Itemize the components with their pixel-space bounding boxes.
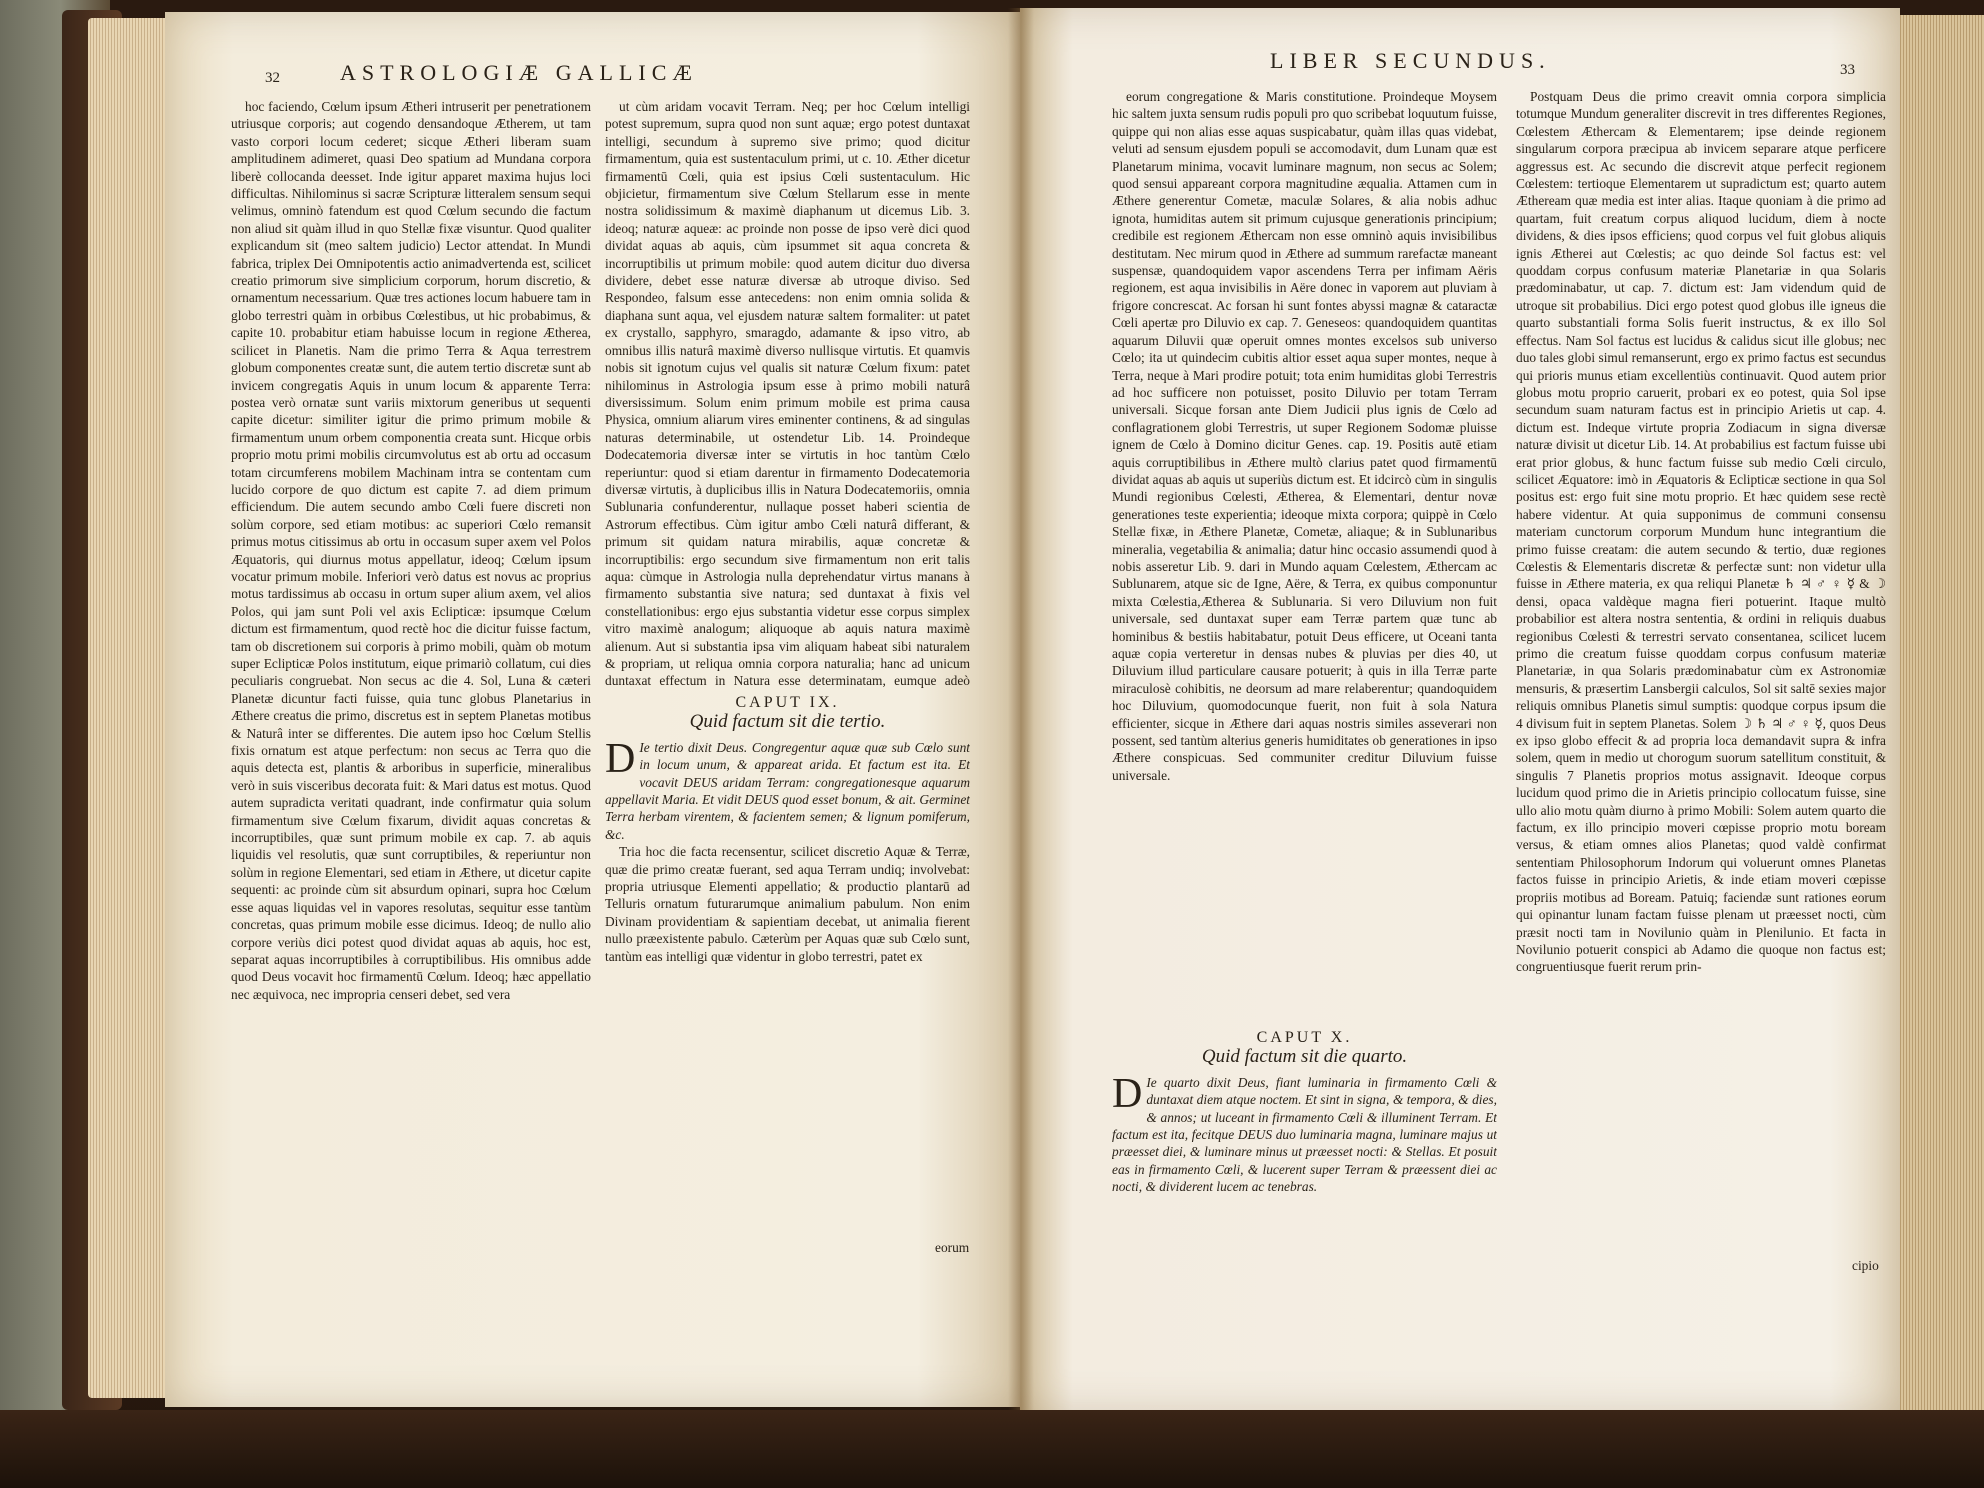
right-column-2 bbox=[1516, 88, 1886, 1258]
dropcap-x: D bbox=[1112, 1070, 1143, 1117]
chapter-subtitle-x: Quid factum sit die quarto. bbox=[1201, 1046, 1408, 1068]
left-col2-text-b: Tria hoc die facta recensentur, scilicet discretio Aquæ & Terræ, quæ die primo creatæ fuerant, sed aqua Terram undiq; involvebat: propria utriusque Elementi appellatio; & productio plantarū ad Telluris ornatum futurarumque animalium pabulum. Non enim Divinam providentiam & sapientiam decebat, ut animalia fierent nullo præexistente pabulo. Cæterùm per Aquas quæ sub Cœlo sunt, tantùm eas intelligi quæ videntur in globo terrestri, patet ex bbox=[605, 844, 970, 964]
right-col1-text: eorum congregatione & Maris constitutione. Proindeque Moysem hic saltem juxta sensum rudis populi pro quo scribebat loquutum fuisse, quippe qui non alias esse aquas suspicabatur, quàm illas quas videbat, veluti ad sensum ejusdem populi se accomodavit, dum Lunam quæ est Planetarum minima, vocavit luminare magnum, non secus ac Solem; quod sensui appareant corpora magnitudine æqualia. Attamen cum in Æthere generentur Cometæ, maculæ Solares, & alia nobis adhuc ignota, humiditas autem sit primum cujusque generationis principium; credibile est regionem Æthercam non esse omninò aquis invisibilibus destitutam. Nec mirum quod in Æthere ad summum rarefactæ maneant suspensæ, quandoquidem vapor ascendens Terra per infimam Aëris regionem, est aqua invisibilis in Aëre donec in vaporem aut pluviam à frigore concrescat. Ac forsan hi sunt fontes abyssi magnæ & cataractæ Cœli apertæ pro Diluvio ex cap. 7. Geneseos: quandoquidem quantitas aquarum Diluvii quæ operuit omnes montes excelsos sub universo Cœlo; ita ut quindecim cubitis altior esset aqua super montes, neque à Terra, neque à Mari prodire potuit; tota enim humiditas globi Terrestris ad hoc sufficere non potuisset, posito Diluvio per totam Terram universali. Sicque forsan ante Diem Judicii plus ignis de Cœlo ad conflagrationem globi Terrestris, ut super Regionem Sodomæ pluisse ignem de Cœlo à Domino dicitur Genes. cap. 19. Positis autē etiam aquis corruptibilibus in Æthere multò clarius patet quod firmamentū dividat aquas ab aquis ut superiùs dictum est. Et idcircò cùm in singulis Mundi regionibus Cœlesti, Ætherea, & Elementari, dentur novæ generationes teste experientia; ideoque mixta corpora; quippè in Cœlo Stellæ fixæ, in Æthere Planetæ, Cometæ, aliaque; & in Sublunaribus mineralia, vegetabilia & animalia; datur hinc occasio assumendi quod à nobis asseretur Lib. 9. dari in Mundo aquam Cœlestem, Æthercam ac Sublunarem, atque sic de Igne, Aëre, & Terra, ex quibus componuntur mixta Cœlestia,Ætherea & Sublunaria. Si vero Diluvium non fuit universale, sed duntaxat super eam Terræ partem quæ tunc ab hominibus & bestiis habitabatur, potuit Deus efficere, ut Oceani tanta aquæ copia verteretur in densas nubes & pluvias per dies 40, ut Diluvium illud particulare causare potuerit; à quis in illa Terræ parte miraculosè cohibitis, ne deorsum ad mare relaberentur; quandoquidem hoc Diluvium, quomodocunque fuerit, non fuit à sola Natura efficienter, sicque in Æthere dari aquas nostris similes asseverari non possent, sed tantùm alterius generis humiditates ob generationes in ipso Æthere conspicuas. Sed communiter creditur Diluvium fuisse universale. bbox=[1112, 89, 1497, 783]
catchword-right: cipio bbox=[1852, 1258, 1879, 1273]
chapter-heading-x: CAPUT X. bbox=[1256, 1029, 1353, 1046]
book-gutter bbox=[1008, 8, 1034, 1413]
chapter-heading-ix: CAPUT IX. bbox=[735, 694, 840, 711]
left-col2-text-a: ut cùm aridam vocavit Terram. Neq; per hoc Cœlum intelligi potest supremum, supra quod non sunt aquæ; ergo potest duntaxat intelligi, secundum à supremo sive primo; quod dicitur firmamentum, quia est sustentaculum primi, ut c. 10. Æther dicetur firmamentū Cœli, quia est ipsius Cœli sustentaculum. Hic objicietur, firmamentum sive Cœlum Stellarum esse in mente nostra solidissimum & maximè diaphanum ut dicemus Lib. 3. ideoq; naturæ aqueæ: ac proinde non posse de ipso verè dici quod dividat aquas ab aquis, cùm ipsummet sit aqua concreta & incorruptibilis ut primum mobile: quod autem dicitur duo diversa dividere, debet esse naturæ diversæ ab utroque diviso. Sed Respondeo, falsum esse antecedens: non enim omnia solida & diaphana sunt aqua, vel ejusdem naturæ saltem formaliter: ut patet ex crystallo, sapphyro, smaragdo, adamante & ipso vitro, ab omnibus illis naturâ maximè diverso nullisque virtutis. Et quamvis nobis sit ignotum cujus vel qualis sit naturæ Cœlum fixum: patet nihilominus in Astrologia ipsum esse à primo mobili naturâ diversissimum. Solum enim primum mobile est prima causa Physica, omnium aliarum vires eminenter continens, & ad singulas naturas determinabile, ut ostendetur Lib. 14. Proindeque Dodecatemoria diversæ inter se virtutis in hoc tantùm Cœlo reperiuntur: quod si etiam darentur in firmamento Dodecatemoria diversæ virtutis, à duplicibus illis in Natura Dodecatemoriis, omnia Sublunaria confunderentur, nullaque posset haberi scientia de Astrorum effectibus. Cùm igitur ambo Cœli naturâ differant, & primum sit quidam natura mirabilis, aquæ concretæ & incorruptibilis: ergo secundum sive firmamentum non erit talis aqua: cùmque in Astrologia nulla deprehendatur virtus manans à firmamento substantia sive natura; sed duntaxat à fixis vel constellationibus: ergo ejus substantia videtur esse corpus simplex vitro maximè analogum; aliquoque ab aquis natura maximè alienum. Aut si substantia ipsa vim aliquam habeat sibi naturalem & propriam, ut reliqua omnia corpora naturalia; hanc ad unicum duntaxat effectum in Natura esse determinatam, eumque adeò bbox=[605, 99, 970, 688]
right-page bbox=[1020, 8, 1900, 1413]
chapter-subtitle-ix: Quid factum sit die tertio. bbox=[689, 711, 886, 733]
running-head-left: ASTROLOGIÆ GALLICÆ bbox=[340, 60, 698, 85]
page-number-left: 32 bbox=[265, 70, 280, 86]
scripture-quote-ix: Ie tertio dixit Deus. Congregentur aquæ quæ sub Cœlo sunt in locum unum, & appareat arida. Et factum est ita. Et vocavit DEUS aridam Terram: congregationesque aquarum appellavit Maria. Et vidit DEUS quod esset bonum, & ait. Germinet Terra herbam virentem, & facientem semen; & lignum pomiferum, &c. bbox=[605, 739, 970, 842]
table-foreground bbox=[0, 1410, 1984, 1488]
scripture-quote-x: Ie quarto dixit Deus, fiant luminaria in firmamento Cœli & duntaxat diem atque noctem. Et sint in signa, & tempora, & dies, & annos; ut luceant in firmamento Cœli & illuminent Terram. Et factum est ita, fecitque DEUS duo luminaria magna, luminare majus ut præesset diei, & luminare minus ut præesset nocti: & Stellas. Et posuit eas in firmamento Cœli, & lucerent super Terram & præessent diei ac nocti, & dividerent lucem ac tenebras. bbox=[1112, 1074, 1497, 1195]
page-stack-right bbox=[1895, 15, 1984, 1415]
page-number-right: 33 bbox=[1840, 62, 1855, 78]
left-column-2 bbox=[605, 98, 970, 1268]
right-column-1 bbox=[1112, 88, 1497, 1248]
right-col2-text: Postquam Deus die primo creavit omnia corpora simplicia totumque Mundum generaliter discrevit in tres differentes Regiones, Cœlestem Æthercam & Elementarem; ipse deinde regionem singularum corpora præcipua ab invicem separare atque perficere aggressus est. Ac secundo die discrevit atque perfecit regionem Cœlestem: tertioque Elementarem ut supradictum est; quarto autem Ætheream quæ media est inter alias. Itaque quoniam à die primo ad quartam, fuit creatum corpus aliquod lucidum, diem à nocte dividens, & dies ipsos efficiens; quod corpus vel fuit globus aliquis ignis Ætherei aut Cœlestis; ac quo deinde Sol factus est: vel quoddam corpus confusum materiæ Planetariæ in qua Solaris prædominabatur, ut cap. 7. dictum est: Jam videndum quid de utroque sit probabilius. Dici ergo potest quod globus ille igneus die quarto substantiali forma Solis fuerit instructus, & ex illo Sol effectus. Nam Sol factus est lucidus & calidus sicut ille globus; nec duo tales globi simul remanserunt, ergo ex primo factus est secundus qui prioris munus etiam excellentiùs continuavit. Quod autem prior globus motu proprio caruerit, probari ex eo potest, quia Sol ipse secundum suam naturam factus est in principio Arietis ut cap. 4. dictum est. Indeque virtute propria Zodiacum in signa diversæ naturæ divisit ut dicetur Lib. 14. At probabilius est factum fuisse ubi erat prior globus, & hunc factum fuisse sub medio Cœli circulo, scilicet Æquatore: imò in Æquatoris & Eclipticæ sectione in qua Sol positus est: ergo fuit sine motu proprio. Et hæc quidem sese rectè habere videntur. At quia supponimus de communi consensu materiam cunctorum corporum Mundum hunc integrantium die primo fuisse creatam: die autem secundo & tertio, duæ regiones Cœlestis & Elementaris discretæ & perfectæ sunt: non videtur ulla fuisse in Æthere materia, ex qua reliqui Planetæ ♄ ♃ ♂ ♀ ☿ & ☽ densi, opaca valdèque magna fieri potuerint. Itaque multò probabilior est altera nostra sententia, & ordini in reliquis duabus regionibus Cœlesti & terrestri servato consentanea, scilicet lucem primo die creatum fuisse quoddam corpus confusum materiæ Planetariæ, in qua Solaris prædominabatur cùm ex Astronomiæ mensuris, & præsertim Lansbergii calculos, Sol sit saltē sexies major reliquis omnibus Planetis simul sumptis: quodque corpus ipsum die 4 divisum fuit in septem Planetas. Solem ☽ ♄ ♃ ♂ ♀ ☿, quos Deus ex ipso globo effecit & ad propria loca demandavit supra & infra solem, quem in medio ut chorogum suorum satellitum constituit, & singulis 7 Planetis proprios motus assignavit. Ideoque corpus lucidum quod primo die in Arietis principio collocatum fuisse, sine ullo alio motu quàm diurno à primo Mobili: Solem autem quarto die factum, ex illo principio moveri cœpisse proprio motu boream versus, & etiam omnes alios Planetas; quod valdè confirmat sententiam Philosophorum Indorum qui voluerunt omnes Planetas factos fuisse in principio Arietis, & inde etiam moveri cœpisse propriis motibus ad Boream. Patuiq; faciendæ sunt rationes eorum qui opinantur lunam factam fuisse plenam ut præesset nocti, cùm præsit nocti tam in Novilunio quàm in Plenilunio. Et facta in Novilunio potuerit conspici ab Adamo die quoque non factus est; congruentiusque fuerit rerum prin- bbox=[1516, 89, 1886, 975]
running-head-right: LIBER SECUNDUS. bbox=[1270, 48, 1551, 73]
dropcap-ix: D bbox=[605, 735, 636, 782]
catchword-left: eorum bbox=[935, 1240, 970, 1255]
page-stack-left bbox=[88, 18, 168, 1398]
left-page bbox=[165, 12, 1020, 1407]
left-column-1 bbox=[231, 98, 591, 1228]
left-col1-text: hoc faciendo, Cœlum ipsum Ætheri intruserit per penetrationem utriusque corporis; aut cogendo densandoque Ætherem, ut tam vasto corpori locum cederet; sicque Ætheri liberam suam amplitudinem adimeret, quasi Deo spatium ad Mundana corpora liberè collocanda deesset. Inde igitur apparet maxima hujus loci difficultas. Nihilominus si sacræ Scripturæ litteralem sensum sequi velimus, omninò fatendum est quod Cœlum secundo die factum non aliud sit quàm illud in quo Stellæ fixæ visuntur. Quod qualiter explicandum sit (meo saltem judicio) Lector attendat. In Mundi fabrica, triplex Dei Omnipotentis actio animadvertenda est, scilicet creatio primorum sive simplicium corporum, horum discretio, & ornamentum necessarium. Quæ tres actiones locum habuere tam in globo terrestri quàm in orbibus Cœlestibus, ut hic probabimus, & capite 10. probabitur etiam habuisse locum in regione Ætherea, scilicet in Planetis. Nam die primo Terra & Aqua terrestrem globum componentes creatæ sunt, die autem tertio discretæ sunt ab invicem congregatis Aquis in unum locum & apparente Terra: postea verò ornatæ sunt variis mixtorum generibus ut sequenti capite dicetur: similiter igitur die primo primum mobile & firmamentum unum orbem componentia creata sunt. Hicque orbis proprio motu primi mobilis circumvolutus est ab ortu ad occasum totam circumferens mobilem Machinam intra se contentam cum lucido corpore de quo dictum est capite 7. ad diem primum efficiendum. Die autem secundo ambo Cœli fuere discreti non solùm corpore, sed etiam motibus: ac superiori Cœlo remansit primus motus citissimus ab ortu in occasum super axem vel Polos Æquatoris, qui diurnus motus appellatur, ideoq; Cœlum ipsum vocatur primum mobile. Inferiori verò datus est novus ac proprius motus tardissimus ab occasu in ortum super alium axem, vel alios Polos, qui jam sunt Poli vel axis Eclipticæ: ipsumque Cœlum dictum est firmamentum, quod rectè hoc die dicitur fuisse factum, tam ob discretionem sui corporis à primo mobili, quàm ob motum super Eclipticæ Polos institutum, eique primariò collatum, cui dies peculiaris congruebat. Non secus ac die 4. Sol, Luna & cæteri Planetæ dicuntur facti fuisse, quia tunc globus Planetarius in Æthere creatus die primo, discretus est in septem Planetas motibus & Naturâ inter se differentes. Die autem ipso hoc Cœlum Stellis fixis ornatum est atque perfectum: non secus ac Terra quo die aquis detecta est, plantis & arboribus in superficie, mineralibus verò in suis visceribus decorata fuit: & Mari datus est motus. Quod autem supradicta veritati quadrant, inde confirmatur quia solum firmamentum sive Cœlum fixarum, dividit aquas concretas & incorruptibiles, quæ sunt primum mobile ex cap. 7. ab aquis liquidis vel resolutis, quæ sunt corruptibiles, & reperiuntur non solùm in regione Elementari, sed etiam in Æthere, ut dicetur capite sequenti: ac proinde cùm sit absurdum opinari, supra hoc Cœlum esse aquas liquidas vel in vapores resolutas, sequitur esse tantùm concretas, quas primum mobile esse dicimus. Ideoq; de nullo alio corpore veriùs dici potest quod dividat aquas ab aquis, hoc est, separat aquas incorruptibiles à corruptibilibus. His omnibus adde quod Deus vocavit hoc firmamentū Cœlum. Ideoq; hæc appellatio nec æquivoca, nec impropria censeri debet, sed vera bbox=[231, 99, 591, 1002]
